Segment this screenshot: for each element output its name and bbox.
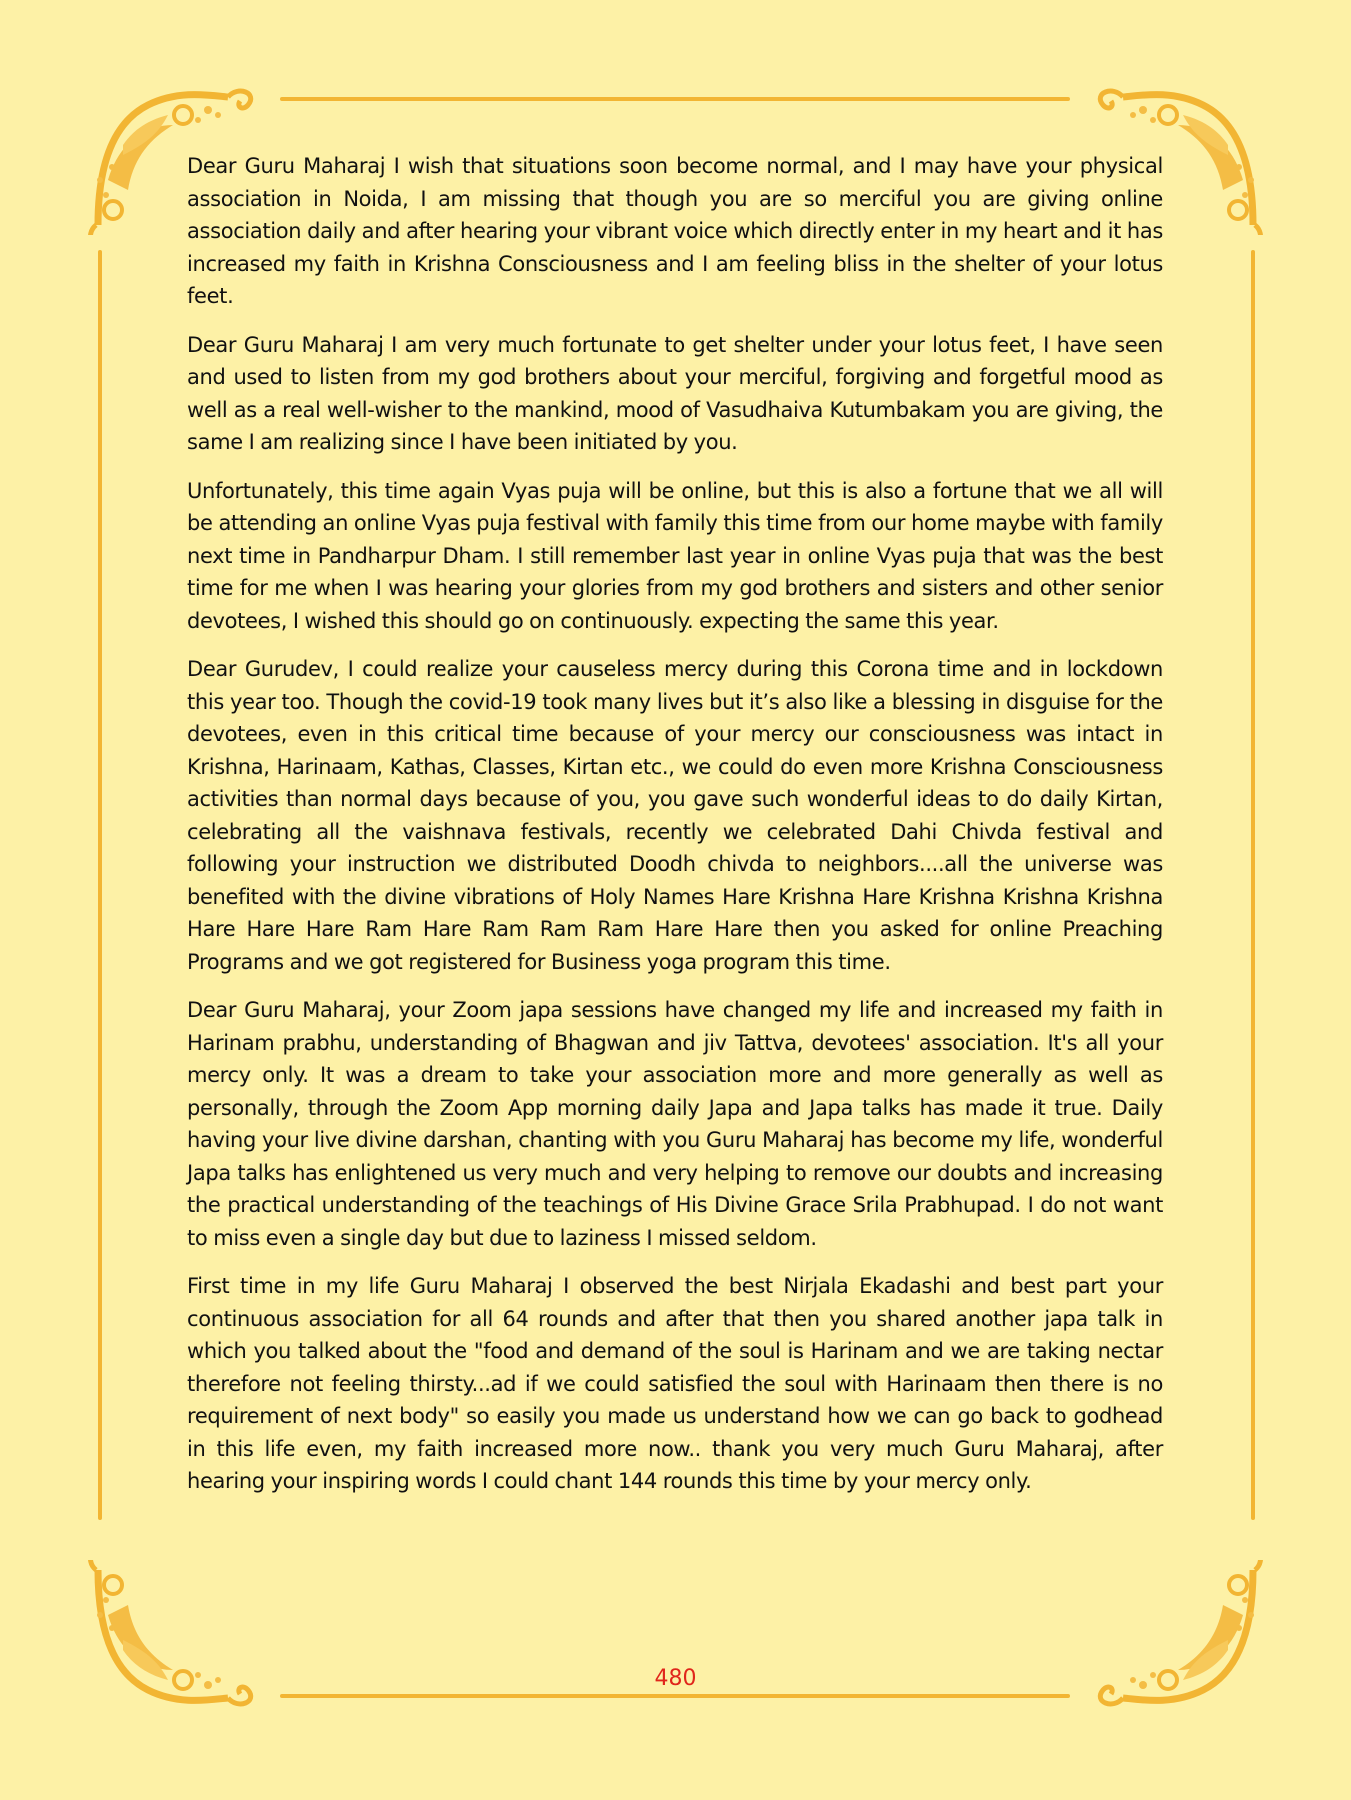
- paragraph: Dear Guru Maharaj I am very much fortunate to get shelter under your lotus feet, I have seen and used to listen from my god brothers about your merciful, forgiving and forgetful mood as well as a real well-wisher to the mankind, mood of Vasudhaiva Kutumbakam you are giving, the same I am realizing since I have been initiated by you.: [187, 332, 1163, 454]
- border-left-line: [98, 250, 102, 1520]
- border-right-line: [1251, 250, 1255, 1520]
- border-bottom-line: [280, 1694, 1070, 1698]
- page-number: 480: [654, 1666, 697, 1691]
- paragraph: Dear Gurudev, I could realize your causeless mercy during this Corona time and in lockdown this year too. Though the covid-19 took many lives but it’s also like a blessing in disguise for the devotees, even in this critical time because of your mercy our consciousness was intact in Krishna, Harinaam, Kathas, Classes, Kirtan etc., we could do even more Krishna Consciousness activities than normal days because of you, you gave such wonderful ideas to do daily Kirtan, celebrating all the vaishnava festivals, recently we celebrated Dahi Chivda festival and following your instruction we distributed Doodh chivda to neighbors....all the universe was benefited with the divine vibrations of Holy Names Hare Krishna Hare Krishna Krishna Krishna Hare Hare Hare Ram Hare Ram Ram Ram Hare Hare then you asked for online Preaching Programs and we got registered for Business yoga program this time.: [187, 657, 1163, 974]
- paragraph: Dear Guru Maharaj, your Zoom japa sessions have changed my life and increased my faith in Harinam prabhu, understanding of Bhagwan and jiv Tattva, devotees' association. It's all your mercy only. It was a dream to take your association more and more generally as well as personally, through the Zoom App morning daily Japa and Japa talks has made it true. Daily having your live divine darshan, chanting with you Guru Maharaj has become my life, wonderful Japa talks has enlightened us very much and very helping to remove our doubts and increasing the practical understanding of the teachings of His Divine Grace Srila Prabhupad. I do not want to miss even a single day but due to laziness I missed seldom.: [187, 998, 1163, 1250]
- letter-body: [187, 150, 1163, 1514]
- border-top-line: [280, 97, 1070, 101]
- paragraph: Dear Guru Maharaj I wish that situations soon become normal, and I may have your physical association in Noida, I am missing that though you are so merciful you are giving online association daily and after hearing your vibrant voice which directly enter in my heart and it has increased my faith in Krishna Consciousness and I am feeling bliss in the shelter of your lotus feet.: [187, 154, 1163, 308]
- paragraph: First time in my life Guru Maharaj I observed the best Nirjala Ekadashi and best part your continuous association for all 64 rounds and after that then you shared another japa talk in which you talked about the "food and demand of the soul is Harinam and we are taking nectar therefore not feeling thirsty...ad if we could satisfied the soul with Harinaam then there is no requirement of next body" so easily you made us understand how we can go back to godhead in this life even, my faith increased more now.. thank you very much Guru Maharaj, after hearing your inspiring words I could chant 144 rounds this time by your mercy only.: [187, 1274, 1163, 1493]
- paragraph: Unfortunately, this time again Vyas puja will be online, but this is also a fortune that we all will be attending an online Vyas puja festival with family this time from our home maybe with family next time in Pandharpur Dham. I still remember last year in online Vyas puja that was the best time for me when I was hearing your glories from my god brothers and sisters and other senior devotees, I wished this should go on continuously. expecting the same this year.: [187, 478, 1163, 633]
